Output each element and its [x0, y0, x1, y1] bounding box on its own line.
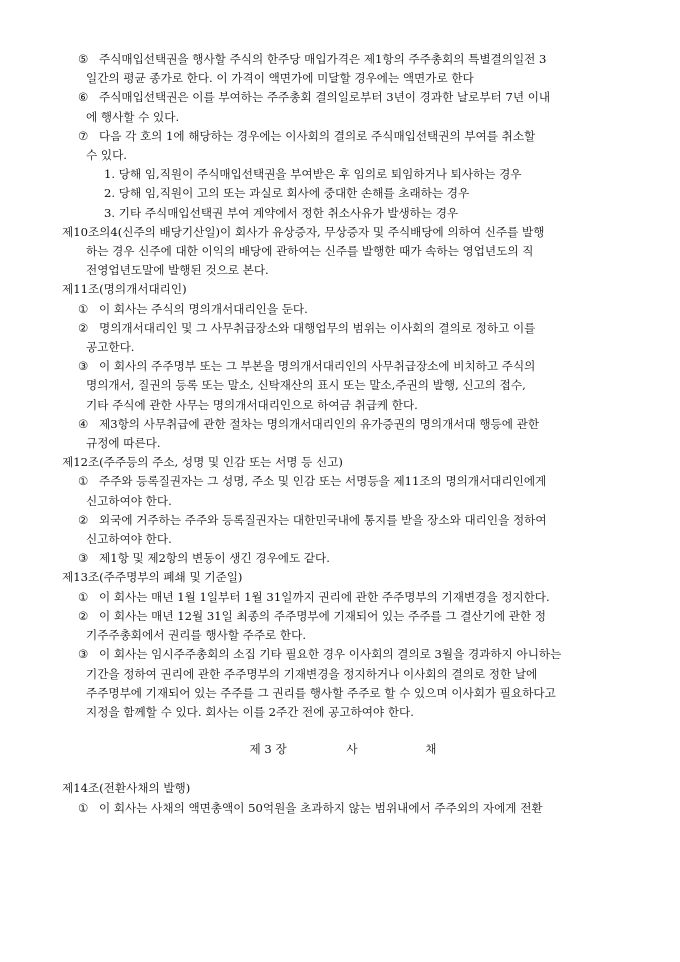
clause-text-cont: 명의개서, 질권의 등록 또는 말소, 신탁재산의 표시 또는 말소,주권의 발행, 신고의 접수, [86, 378, 526, 393]
clause-number: ③ [78, 647, 89, 662]
clause-text-cont: 일간의 평균 종가로 한다. 이 가격이 액면가에 미달할 경우에는 액면가로 한다 [86, 71, 474, 86]
clause-text-cont: 수 있다. [86, 148, 127, 163]
clause-text: 주식매입선택권은 이를 부여하는 주주총회 결의일로부터 3년이 경과한 날로부터 7년 이내 [99, 90, 551, 105]
clause-text: 명의개서대리인 및 그 사무취급장소와 대행업무의 범위는 이사회의 결의로 정하고 이를 [99, 320, 536, 335]
clause-text: 제1항 및 제2항의 변동이 생긴 경우에도 같다. [99, 551, 330, 566]
article-10-4: 제10조의4(신주의 배당기산일)이 회사가 유상증자, 무상증자 및 주식배당에 의하여 신주를 발행 [62, 224, 545, 239]
clause-text: 주주와 등록질권자는 그 성명, 주소 및 인감 또는 서명등을 제11조의 명의개서대리인에게 [99, 474, 547, 489]
clause-text: 이 회사의 주주명부 또는 그 부본을 명의개서대리인의 사무취급장소에 비치하고 주식의 [99, 359, 536, 374]
clause-text: 외국에 거주하는 주주와 등록질권자는 대한민국내에 통지를 받을 장소와 대리인을 정하여 [99, 512, 547, 527]
clause-number: ② [78, 512, 89, 527]
clause-number: ② [78, 320, 89, 335]
article-10-4-cont: 전영업년도말에 발행된 것으로 본다. [86, 263, 269, 278]
clause-text-cont: 지정을 함께할 수 있다. 회사는 이를 2주간 전에 공고하여야 한다. [86, 704, 414, 719]
clause-text: 주식매입선택권을 행사할 주식의 한주당 매입가격은 제1항의 주주총회의 특별결의일전 3 [99, 52, 547, 66]
sub-item-3: 3. 기타 주식매입선택권 부여 계약에서 정한 취소사유가 발생하는 경우 [104, 205, 459, 220]
clause-number: ③ [78, 551, 89, 566]
article-13-title: 제13조(주주명부의 폐쇄 및 기준일) [62, 570, 243, 585]
clause-number: ① [78, 474, 89, 489]
clause-12-2 [62, 511, 624, 530]
article-11-title: 제11조(명의개서대리인) [62, 282, 187, 297]
clause-10-3-5 [62, 50, 624, 69]
clause-text: 다음 각 호의 1에 해당하는 경우에는 이사회의 결의로 주식매입선택권의 부여를 취소할 [99, 128, 536, 143]
clause-13-2 [62, 607, 624, 626]
clause-text-cont: 주주명부에 기재되어 있는 주주를 그 권리를 행사할 주주로 할 수 있으며 이사회가 필요하다고 [86, 685, 556, 700]
clause-text-cont: 기주주총회에서 권리를 행사할 주주로 한다. [86, 628, 307, 643]
chapter-title-char-2: 채 [425, 742, 437, 757]
clause-11-2 [62, 319, 624, 338]
clause-10-3-6 [62, 88, 624, 107]
clause-number: ② [78, 608, 89, 623]
clause-text: 이 회사는 매년 1월 1일부터 1월 31일까지 권리에 관한 주주명부의 기재변경을 정지한다. [99, 589, 550, 604]
clause-text-cont: 규정에 따른다. [86, 436, 161, 451]
clause-number: ③ [78, 359, 89, 374]
article-14-title: 제14조(전환사채의 발행) [62, 781, 191, 796]
clause-12-3 [62, 549, 624, 568]
clause-number: ① [78, 800, 89, 815]
clause-text: 이 회사는 매년 12월 31일 최종의 주주명부에 기재되어 있는 주주를 그 결산기에 관한 정 [99, 608, 547, 623]
clause-number: ⑦ [78, 128, 89, 143]
clause-11-1 [62, 300, 624, 319]
clause-text-cont: 에 행사할 수 있다. [86, 109, 180, 124]
clause-number: ⑤ [78, 52, 89, 66]
clause-11-4 [62, 415, 624, 434]
clause-text: 이 회사는 사채의 액면총액이 50억원을 초과하지 않는 범위내에서 주주외의 자에게 전환 [99, 800, 543, 815]
article-12-title: 제12조(주주등의 주소, 성명 및 인감 또는 서명 등 신고) [62, 455, 343, 470]
clause-11-3 [62, 357, 624, 376]
clause-text-cont: 신고하여야 한다. [86, 532, 172, 547]
clause-14-1 [62, 799, 624, 818]
sub-item-1: 1. 당해 임,직원이 주식매입선택권을 부여받은 후 임의로 퇴임하거나 퇴사하는 경우 [104, 167, 522, 182]
clause-text: 제3항의 사무취급에 관한 절차는 명의개서대리인의 유가증권의 명의개서대 행등에 관한 [99, 416, 540, 431]
clause-text: 이 회사는 임시주주총회의 소집 기타 필요한 경우 이사회의 결의로 3월을 경과하지 아니하는 [99, 647, 562, 662]
clause-12-1 [62, 472, 624, 491]
clause-text-cont: 기간을 정하여 권리에 관한 주주명부의 기재변경을 정지하거나 이사회의 결의로 정한 날에 [86, 666, 538, 681]
clause-text: 이 회사는 주식의 명의개서대리인을 둔다. [99, 301, 308, 316]
clause-text-cont: 기타 주식에 관한 사무는 명의개서대리인으로 하여금 취급케 한다. [86, 397, 418, 412]
clause-13-3 [62, 645, 624, 664]
clause-number: ⑥ [78, 90, 89, 105]
clause-number: ① [78, 589, 89, 604]
clause-text-cont: 공고한다. [86, 340, 135, 355]
chapter-title-char-1: 사 [346, 742, 358, 757]
clause-number: ④ [78, 416, 89, 431]
sub-item-2: 2. 당해 임,직원이 고의 또는 과실로 회사에 중대한 손해를 초래하는 경우 [104, 186, 470, 201]
chapter-heading [62, 740, 624, 759]
chapter-number: 제 3 장 [249, 742, 287, 757]
clause-13-1 [62, 588, 624, 607]
article-10-4-cont: 하는 경우 신주에 대한 이익의 배당에 관하여는 신주를 발행한 때가 속하는 영업년도의 직 [86, 244, 534, 259]
clause-number: ① [78, 301, 89, 316]
clause-10-3-7 [62, 127, 624, 146]
clause-text-cont: 신고하여야 한다. [86, 493, 172, 508]
